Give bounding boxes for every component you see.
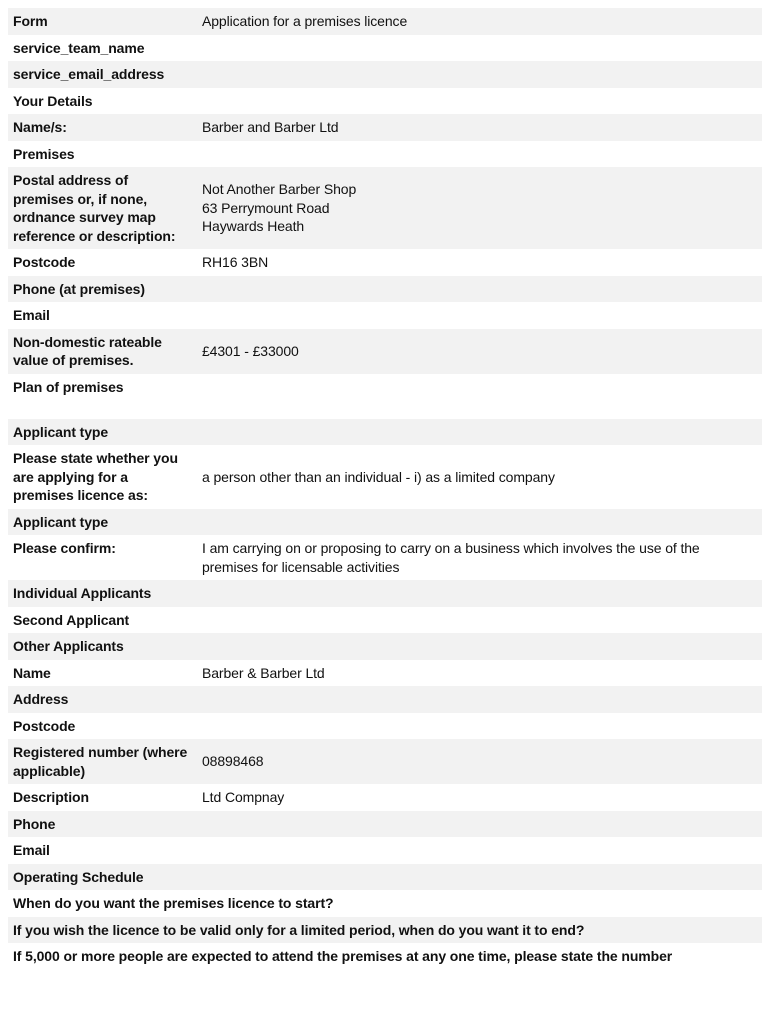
address-line: 63 Perrymount Road: [202, 199, 330, 216]
field-value: [197, 276, 762, 303]
field-value: [197, 633, 762, 660]
field-label: Form: [13, 13, 48, 29]
table-row: [8, 141, 762, 168]
field-label: Name/s:: [13, 119, 67, 135]
table-row: [8, 943, 762, 970]
field-label: Description: [13, 789, 89, 805]
field-label: Postcode: [13, 717, 76, 734]
table-row: [8, 167, 762, 249]
table-row: [8, 8, 762, 35]
table-row: [8, 374, 762, 419]
field-value: [197, 35, 762, 62]
field-value: Barber and Barber Ltd: [202, 119, 339, 135]
section-heading: Other Applicants: [13, 638, 124, 654]
field-label: Postal address of premises or, if none, ordnance survey map reference or description:: [13, 172, 176, 244]
field-label: Plan of premises: [13, 378, 124, 395]
table-row: [8, 329, 762, 374]
field-value: a person other than an individual - i) as a limited company: [202, 468, 555, 485]
table-row: [8, 535, 762, 580]
table-row: [8, 739, 762, 784]
field-label: Phone: [13, 815, 56, 832]
application-form-sheet: [8, 8, 762, 970]
table-row: [8, 784, 762, 811]
field-value: Barber & Barber Ltd: [202, 664, 325, 681]
field-value: [197, 864, 762, 891]
address-line: Not Another Barber Shop: [202, 181, 357, 198]
field-value: [197, 61, 762, 88]
field-value: [197, 141, 762, 168]
section-heading: Individual Applicants: [13, 585, 152, 601]
field-value: [197, 811, 762, 838]
field-label: Non-domestic rateable value of premises.: [13, 333, 162, 368]
question-label: If 5,000 or more people are expected to attend the premises at any one time, please state the number: [13, 948, 673, 964]
table-row: [8, 445, 762, 509]
table-row: [8, 302, 762, 329]
table-row: [8, 686, 762, 713]
table-row: [8, 249, 762, 276]
field-label: Registered number (where applicable): [13, 744, 188, 779]
field-value: [197, 837, 762, 864]
table-row: [8, 276, 762, 303]
table-row: [8, 713, 762, 740]
table-row: [8, 811, 762, 838]
field-label: service_email_address: [13, 66, 165, 82]
table-row: [8, 633, 762, 660]
table-row: [8, 580, 762, 607]
table-row: [8, 88, 762, 115]
table-row: [8, 61, 762, 88]
field-value: £4301 - £33000: [202, 342, 299, 359]
table-row: [8, 917, 762, 944]
field-value: [197, 419, 762, 446]
field-label: Address: [13, 691, 69, 707]
table-row: [8, 607, 762, 634]
field-value: [197, 88, 762, 115]
field-value: [197, 374, 762, 419]
field-label: service_team_name: [13, 39, 145, 56]
field-label: Phone (at premises): [13, 280, 145, 297]
field-value: Ltd Compnay: [202, 789, 285, 805]
table-row: [8, 660, 762, 687]
field-label: Postcode: [13, 254, 76, 270]
section-heading: Applicant type: [13, 423, 109, 440]
field-value: [197, 302, 762, 329]
field-value: [197, 686, 762, 713]
postal-address-value: [197, 167, 762, 249]
question-label: When do you want the premises licence to start?: [13, 895, 334, 911]
field-label: Email: [13, 842, 50, 858]
table-row: [8, 864, 762, 891]
section-heading: Operating Schedule: [13, 868, 144, 885]
section-heading: Premises: [13, 145, 75, 162]
question-label: If you wish the licence to be valid only for a limited period, when do you want it to end?: [13, 921, 585, 938]
table-row: [8, 35, 762, 62]
field-label: Please state whether you are applying for a premises licence as:: [13, 450, 178, 503]
field-label: Email: [13, 307, 50, 323]
field-value: RH16 3BN: [202, 254, 269, 270]
field-value: Application for a premises licence: [202, 13, 408, 29]
section-heading: Your Details: [13, 92, 93, 109]
field-label: Please confirm:: [13, 540, 116, 556]
table-row: [8, 837, 762, 864]
field-label: Name: [13, 664, 51, 681]
table-row: [8, 419, 762, 446]
field-value: [197, 713, 762, 740]
field-value: I am carrying on or proposing to carry on a business which involves the use of the premises for licensable activities: [202, 540, 700, 575]
field-value: [197, 607, 762, 634]
table-row: [8, 890, 762, 917]
address-line: Haywards Heath: [202, 218, 305, 235]
section-heading: Applicant type: [13, 513, 109, 530]
field-value: [197, 509, 762, 536]
section-heading: Second Applicant: [13, 611, 130, 628]
table-row: [8, 509, 762, 536]
table-row: [8, 114, 762, 141]
form-details-table: [8, 8, 762, 970]
field-value: 08898468: [202, 753, 264, 770]
field-value: [197, 580, 762, 607]
